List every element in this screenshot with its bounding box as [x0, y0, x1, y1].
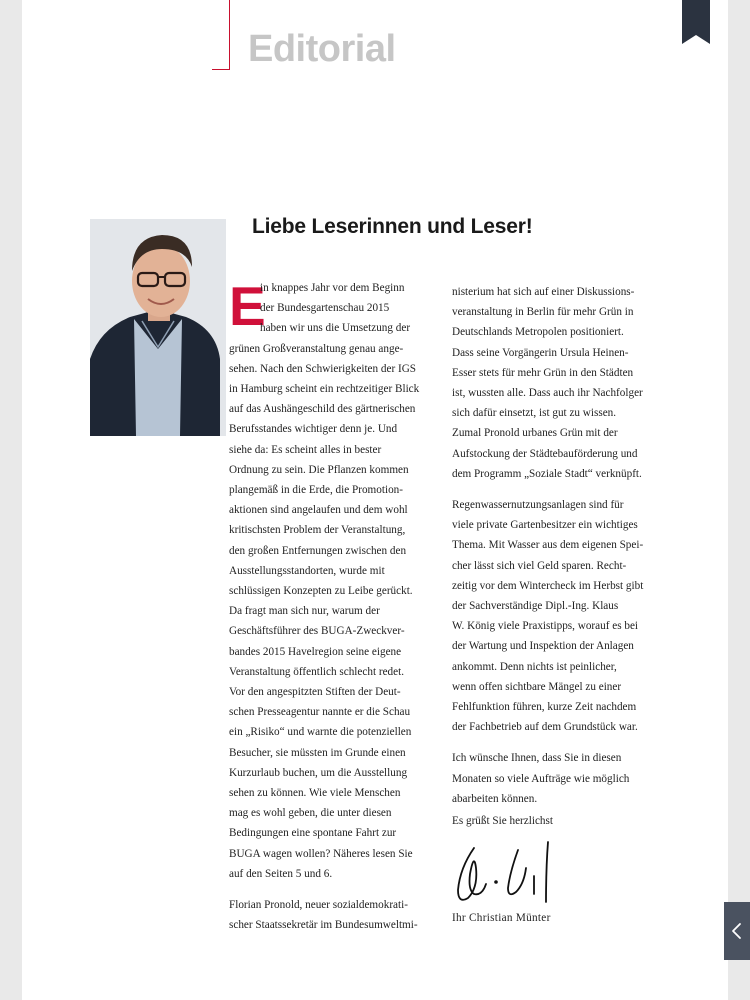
text-line: Deutschlands Metropolen positioniert.: [452, 326, 624, 339]
text-line: Geschäftsführer des BUGA-Zweckver-: [229, 625, 405, 638]
text-line: aktionen sind angelaufen und dem wohl: [229, 504, 408, 517]
text-line: Esser stets für mehr Grün in den Städten: [452, 366, 634, 379]
text-line: schlüssigen Konzepten zu Leibe gerückt.: [229, 585, 413, 598]
paragraph-rainwater: [452, 495, 652, 737]
text-line: ankommt. Denn nichts ist peinlicher,: [452, 660, 617, 673]
text-line: Monaten so viele Aufträge wie möglich: [452, 772, 630, 785]
header-red-rule: [229, 0, 230, 70]
text-line: auf das Aushängeschild des gärtnerischen: [229, 403, 416, 416]
text-line: der Wartung und Inspektion der Anlagen: [452, 640, 634, 653]
paragraph-wishes: [452, 748, 652, 809]
text-line: Zumal Pronold urbanes Grün mit der: [452, 427, 618, 440]
text-line: der Bundesgartenschau 2015: [260, 302, 390, 315]
text-line: Veranstaltung öffentlich schlecht redet.: [229, 665, 404, 678]
text-line: den großen Entfernungen zwischen den: [229, 544, 407, 557]
text-line: schen Presseagentur nannte er die Schau: [229, 706, 411, 719]
text-line: abarbeiten können.: [452, 792, 538, 805]
text-line: Dass seine Vorgängerin Ursula Heinen-: [452, 346, 629, 359]
article-column-left: [229, 275, 429, 936]
text-line: veranstaltung in Berlin für mehr Grün in: [452, 306, 634, 319]
text-line: Ich wünsche Ihnen, dass Sie in diesen: [452, 752, 622, 765]
text-line: grünen Großveranstaltung genau ange-: [229, 342, 404, 355]
text-line: Aufstockung der Städtebauförderung und: [452, 447, 638, 460]
text-line: W. König viele Praxistipps, worauf es bei: [452, 620, 639, 633]
text-line: Berufsstandes wichtiger denn je. Und: [229, 423, 398, 436]
text-line: dem Programm „Soziale Stadt“ verknüpft.: [452, 467, 642, 480]
text-line: ist, wussten alle. Dass auch ihr Nachfolger: [452, 387, 643, 400]
text-line: sich dafür einsetzt, ist gut zu wissen.: [452, 407, 617, 420]
text-line: in Hamburg scheint ein rechtzeitiger Blick: [229, 383, 420, 396]
text-line: Da fragt man sich nur, warum der: [229, 605, 380, 618]
paragraph-pronold: [229, 895, 429, 935]
article-column-right: [452, 282, 652, 809]
text-line: siehe da: Es scheint alles in bester: [229, 443, 382, 456]
author-photo: [90, 219, 226, 436]
text-line: Besucher, sie müssten im Grunde einen: [229, 746, 406, 759]
section-title: Editorial: [248, 28, 396, 70]
text-line: zeitig vor dem Wintercheck im Herbst gibt: [452, 579, 644, 592]
text-line: bandes 2015 Havelregion seine eigene: [229, 645, 402, 658]
text-line: Ordnung zu sein. Die Pflanzen kommen: [229, 463, 409, 476]
text-line: Florian Pronold, neuer sozialdemokrati-: [229, 899, 408, 912]
text-line: wenn offen sichtbare Mängel zu einer: [452, 680, 622, 693]
drop-cap: E: [229, 275, 266, 337]
text-line: in knappes Jahr vor dem Beginn: [260, 282, 405, 294]
prev-page-button[interactable]: [724, 902, 750, 960]
chevron-left-icon: [724, 902, 750, 960]
text-line: cher lässt sich viel Geld sparen. Recht-: [452, 559, 627, 572]
text-line: Vor den angespitzten Stiften der Deut-: [229, 686, 401, 699]
text-line: kritischsten Problem der Veranstaltung,: [229, 524, 406, 537]
text-line: mag es wohl geben, die unter diesen: [229, 807, 392, 820]
bookmark-icon[interactable]: [682, 0, 710, 44]
text-line: der Fachbetrieb auf dem Grundstück war.: [452, 721, 638, 734]
text-line: Ausstellungsstandorten, wurde mit: [229, 564, 385, 577]
text-line: Bedingungen eine spontane Fahrt zur: [229, 827, 397, 840]
paragraph-pronold-cont: [452, 282, 652, 484]
article-headline: Liebe Leserinnen und Leser!: [252, 215, 533, 238]
text-line: ein „Risiko“ und warnte die potenziellen: [229, 726, 412, 739]
text-line: viele private Gartenbesitzer ein wichtiges: [452, 519, 638, 532]
text-line: plangemäß in die Erde, die Promotion-: [229, 484, 403, 497]
greeting-line: Es grüßt Sie herzlichst: [452, 815, 553, 827]
text-line: scher Staatssekretär im Bundesumweltmi-: [229, 919, 418, 932]
text-line: Thema. Mit Wasser aus dem eigenen Spei-: [452, 539, 644, 552]
text-line: sehen. Nach den Schwierigkeiten der IGS: [229, 362, 417, 375]
text-line: nisterium hat sich auf einer Diskussions-: [452, 286, 635, 298]
header-red-rule-foot: [212, 69, 230, 70]
text-line: Regenwassernutzungsanlagen sind für: [452, 499, 624, 512]
text-line: auf den Seiten 5 und 6.: [229, 867, 333, 880]
author-signoff: Ihr Christian Münter: [452, 912, 551, 924]
text-line: BUGA wagen wollen? Näheres lesen Sie: [229, 847, 413, 860]
text-line: Fehlfunktion führen, kurze Zeit nachdem: [452, 701, 637, 714]
text-line: Kurzurlaub buchen, um die Ausstellung: [229, 766, 408, 779]
text-line: haben wir uns die Umsetzung der: [260, 322, 411, 335]
text-line: sehen zu können. Wie viele Menschen: [229, 787, 401, 800]
text-line: der Sachverständige Dipl.-Ing. Klaus: [452, 600, 619, 613]
handwritten-signature: [452, 838, 562, 910]
paragraph-intro: [229, 275, 429, 884]
